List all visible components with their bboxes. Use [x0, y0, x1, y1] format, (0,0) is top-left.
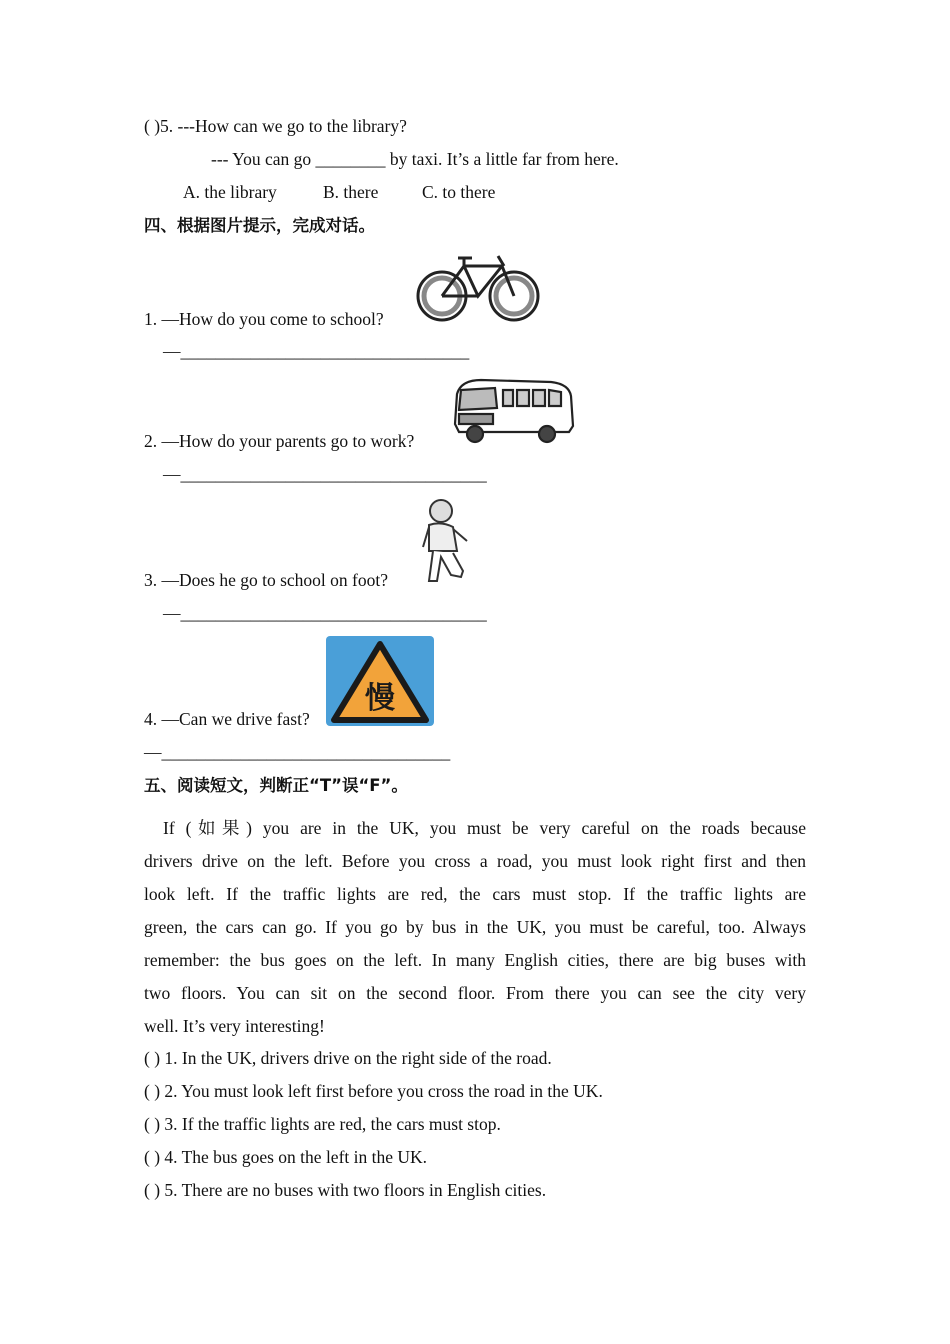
slow-sign-icon — [326, 636, 434, 726]
statement-3: ( ) 3. If the traffic lights are red, the cars must stop. — [144, 1114, 501, 1134]
section4-q1-blank: —_________________________________ — [163, 341, 470, 361]
section4-q2-blank: —___________________________________ — [163, 464, 487, 484]
passage-line-6: two floors. You can sit on the second floor. From there you can see the city very — [144, 983, 806, 1003]
statement-1: ( ) 1. In the UK, drivers drive on the right side of the road. — [144, 1048, 552, 1068]
section4-q2: 2. —How do your parents go to work? — [144, 431, 415, 451]
statement-5: ( ) 5. There are no buses with two floors in English cities. — [144, 1180, 547, 1200]
bus-icon — [451, 376, 577, 444]
passage-line-1: If (如果) you are in the UK, you must be very careful on the roads because — [163, 818, 806, 838]
passage-line-4: green, the cars can go. If you go by bus in the UK, you must be careful, too. Always — [144, 917, 806, 937]
q5-option-b: B. there — [323, 182, 379, 202]
walking-boy-icon — [417, 497, 477, 587]
section4-q4-blank: —_________________________________ — [144, 742, 451, 762]
statement-4: ( ) 4. The bus goes on the left in the UK. — [144, 1147, 428, 1167]
passage-line-7: well. It’s very interesting! — [144, 1016, 325, 1036]
passage-line-5: remember: the bus goes on the left. In many English cities, there are big buses with — [144, 950, 806, 970]
q5-stem: ( )5. ---How can we go to the library? — [144, 116, 407, 136]
q5-option-c: C. to there — [422, 182, 496, 202]
q5-option-a: A. the library — [183, 182, 277, 202]
slow-sign-text: 慢 — [365, 681, 395, 716]
section4-q3-blank: —___________________________________ — [163, 603, 487, 623]
statement-2: ( ) 2. You must look left first before you cross the road in the UK. — [144, 1081, 603, 1101]
section4-q4: 4. —Can we drive fast? — [144, 709, 310, 729]
bicycle-icon — [414, 252, 542, 326]
passage-line-2: drivers drive on the left. Before you cross a road, you must look right first and then — [144, 851, 806, 871]
section4-title: 四、根据图片提示，完成对话。 — [144, 216, 375, 235]
q5-answer-line: --- You can go ________ by taxi. It’s a little far from here. — [211, 149, 619, 169]
section4-q3: 3. —Does he go to school on foot? — [144, 570, 388, 590]
section4-q1: 1. —How do you come to school? — [144, 309, 384, 329]
passage-line-3: look left. If the traffic lights are red, the cars must stop. If the traffic lights are — [144, 884, 806, 904]
section5-title: 五、阅读短文，判断正“T”误“F”。 — [144, 776, 408, 795]
